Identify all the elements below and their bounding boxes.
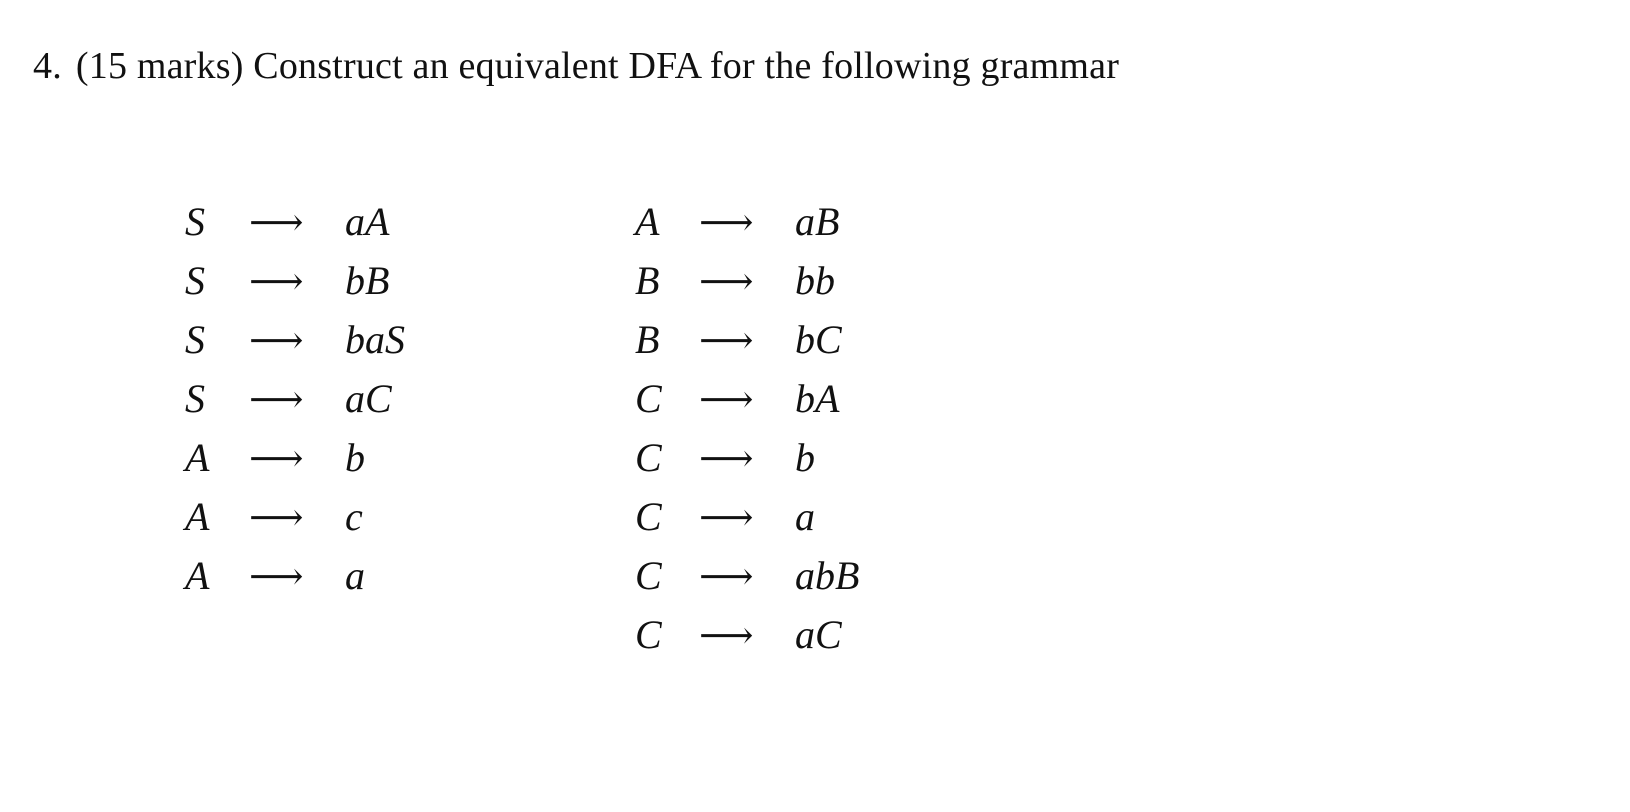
rule-lhs: A bbox=[185, 553, 210, 598]
arrow-icon: ⟶ bbox=[699, 199, 754, 244]
rule-lhs: B bbox=[635, 258, 660, 303]
rule-rhs: c bbox=[345, 494, 363, 539]
rule-lhs: S bbox=[185, 376, 205, 421]
production-rule bbox=[635, 605, 859, 664]
production-rule bbox=[635, 192, 859, 251]
rule-rhs: abB bbox=[795, 553, 860, 598]
arrow-icon: ⟶ bbox=[699, 494, 754, 539]
arrow-icon: ⟶ bbox=[249, 317, 304, 362]
production-rule bbox=[635, 251, 859, 310]
production-rule bbox=[635, 546, 859, 605]
grammar-rules-right-column bbox=[635, 192, 859, 664]
rule-rhs: bB bbox=[345, 258, 390, 303]
rule-rhs: bC bbox=[795, 317, 842, 362]
rule-rhs: aB bbox=[795, 199, 840, 244]
production-rule bbox=[185, 192, 405, 251]
rule-lhs: S bbox=[185, 199, 205, 244]
production-rule bbox=[185, 428, 405, 487]
rule-rhs: aC bbox=[795, 612, 842, 657]
rule-rhs: b bbox=[345, 435, 365, 480]
question-text: (15 marks) Construct an equivalent DFA for the following grammar bbox=[75, 45, 1120, 87]
rule-lhs: C bbox=[635, 553, 662, 598]
rule-rhs: aA bbox=[345, 199, 390, 244]
rule-lhs: S bbox=[185, 258, 205, 303]
rule-lhs: C bbox=[635, 494, 662, 539]
production-rule bbox=[185, 251, 405, 310]
rule-lhs: C bbox=[635, 612, 662, 657]
rule-lhs: A bbox=[635, 199, 660, 244]
question-number: 4. bbox=[33, 45, 62, 87]
arrow-icon: ⟶ bbox=[699, 317, 754, 362]
grammar-rules-left-column bbox=[185, 192, 405, 605]
arrow-icon: ⟶ bbox=[699, 435, 754, 480]
rule-rhs: a bbox=[345, 553, 365, 598]
production-rule bbox=[185, 310, 405, 369]
arrow-icon: ⟶ bbox=[699, 376, 754, 421]
rule-rhs: baS bbox=[345, 317, 405, 362]
rule-rhs: bA bbox=[795, 376, 840, 421]
arrow-icon: ⟶ bbox=[249, 435, 304, 480]
arrow-icon: ⟶ bbox=[249, 376, 304, 421]
rule-rhs: aC bbox=[345, 376, 392, 421]
production-rule bbox=[635, 310, 859, 369]
rule-lhs: A bbox=[185, 494, 210, 539]
arrow-icon: ⟶ bbox=[699, 612, 754, 657]
rule-lhs: S bbox=[185, 317, 205, 362]
rule-rhs: bb bbox=[795, 258, 835, 303]
rule-lhs: C bbox=[635, 376, 662, 421]
arrow-icon: ⟶ bbox=[249, 199, 304, 244]
rule-rhs: a bbox=[795, 494, 815, 539]
rule-lhs: C bbox=[635, 435, 662, 480]
production-rule bbox=[185, 546, 405, 605]
production-rule bbox=[635, 369, 859, 428]
arrow-icon: ⟶ bbox=[249, 258, 304, 303]
arrow-icon: ⟶ bbox=[249, 494, 304, 539]
production-rule bbox=[185, 487, 405, 546]
rule-lhs: B bbox=[635, 317, 660, 362]
production-rule bbox=[635, 487, 859, 546]
arrow-icon: ⟶ bbox=[249, 553, 304, 598]
rule-lhs: A bbox=[185, 435, 210, 480]
question-heading bbox=[33, 44, 1119, 90]
rule-rhs: b bbox=[795, 435, 815, 480]
arrow-icon: ⟶ bbox=[699, 258, 754, 303]
arrow-icon: ⟶ bbox=[699, 553, 754, 598]
production-rule bbox=[635, 428, 859, 487]
production-rule bbox=[185, 369, 405, 428]
